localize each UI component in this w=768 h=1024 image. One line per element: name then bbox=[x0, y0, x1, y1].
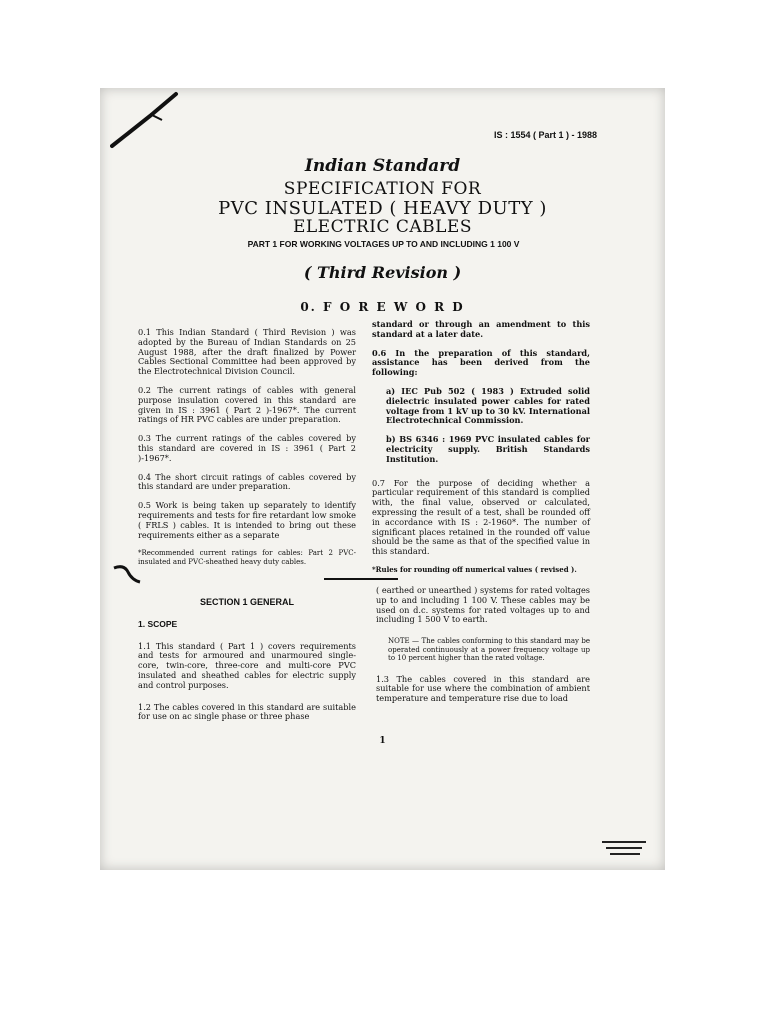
reference-b: b) BS 6346 : 1969 PVC insulated cables for electricity supply. British Standards Institution. bbox=[386, 434, 590, 464]
reference-a: a) IEC Pub 502 ( 1983 ) Extruded solid dielectric insulated power cables for rated voltage from 1 kV up to 30 kV. International Electrotechnical Commission. bbox=[386, 385, 590, 426]
footnote-right: *Rules for rounding off numerical values ( revised ). bbox=[372, 564, 577, 574]
note: NOTE — The cables conforming to this standard may be operated continuously at a power frequency voltage up to 10 percent higher than the rated voltage. bbox=[388, 637, 590, 663]
clause-0-5-continued: standard or through an amendment to this standard at a later date. bbox=[372, 319, 590, 339]
scope-heading: 1. SCOPE bbox=[138, 618, 178, 629]
document-title bbox=[100, 180, 665, 237]
clause-0-3: 0.3 The current ratings of the cables covered by this standard are covered in IS : 3961 ( Part 2 )-1967*. bbox=[138, 433, 356, 463]
scanned-page bbox=[100, 88, 665, 870]
title-line-3: ELECTRIC CABLES bbox=[292, 217, 472, 237]
section-heading: SECTION 1 GENERAL bbox=[199, 597, 294, 607]
section1-left-column bbox=[138, 598, 356, 731]
title-line-2: PVC INSULATED ( HEAVY DUTY ) bbox=[218, 198, 547, 219]
foreword-left-column bbox=[138, 328, 356, 575]
clause-0-2: 0.2 The current ratings of cables with general purpose insulation covered in this standard are given in IS : 3961 ( Part 2 )-1967*. The current ratings of HR PVC cables are under preparation. bbox=[138, 384, 356, 425]
clause-0-6: 0.6 In the preparation of this standard, assistance has been derived from the following: bbox=[372, 347, 590, 378]
clause-1-3: 1.3 The cables covered in this standard are suitable for use where the combination of ambient temperature and temperature rise due to load bbox=[376, 673, 590, 704]
footnote-left: *Recommended current ratings for cables: Part 2 PVC-insulated and PVC-sheathed heavy duty cables. bbox=[138, 549, 356, 566]
pen-stroke-mark bbox=[110, 90, 180, 150]
standard-label: Indian Standard bbox=[304, 156, 461, 176]
clause-1-2: 1.2 The cables covered in this standard are suitable for use on ac single phase or three phase bbox=[138, 701, 356, 722]
foreword-heading: 0. F O R E W O R D bbox=[300, 300, 465, 314]
clause-1-2-continued: ( earthed or unearthed ) systems for rated voltages up to and including 1 100 V. These cables may be used on d.c. systems for rated voltages up to and including 1 500 V to earth. bbox=[376, 585, 590, 625]
section1-right-column bbox=[376, 586, 590, 713]
section-divider bbox=[324, 578, 398, 580]
corner-scribble-mark bbox=[600, 834, 650, 858]
standard-code: IS : 1554 ( Part 1 ) - 1988 bbox=[493, 130, 597, 140]
title-line-1: SPECIFICATION FOR bbox=[283, 179, 482, 199]
part-subtitle: PART 1 FOR WORKING VOLTAGES UP TO AND INCLUDING 1 100 V bbox=[247, 239, 520, 249]
clause-1-1: 1.1 This standard ( Part 1 ) covers requirements and tests for armoured and unarmoured single-core, twin-core, three-core and multi-core PVC insulated and sheathed cables for electric supply and control purposes. bbox=[138, 640, 356, 690]
clause-0-5: 0.5 Work is being taken up separately to identify requirements and tests for fire retardant low smoke ( FRLS ) cables. It is intended to bring out these requirements either as a separate bbox=[138, 500, 356, 540]
foreword-right-column bbox=[372, 320, 590, 583]
clause-0-7: 0.7 For the purpose of deciding whether a particular requirement of this standard is complied with, the final value, observed or calculated, expressing the result of a test, shall be rounded off in accordance with IS : 2-1960*. The number of significant places retained in the rounded off value should be the same as that of the specified value in this standard. bbox=[372, 477, 590, 557]
revision-label: ( Third Revision ) bbox=[303, 263, 462, 282]
page-number: 1 bbox=[379, 736, 386, 746]
clause-0-4: 0.4 The short circuit ratings of cables covered by this standard are under preparation. bbox=[138, 471, 356, 492]
clause-0-1: 0.1 This Indian Standard ( Third Revision ) was adopted by the Bureau of Indian Standards on 25 August 1988, after the draft finalized by Power Cables Sectional Committee had been approved by the Electrotechnical Division Council. bbox=[138, 327, 356, 377]
